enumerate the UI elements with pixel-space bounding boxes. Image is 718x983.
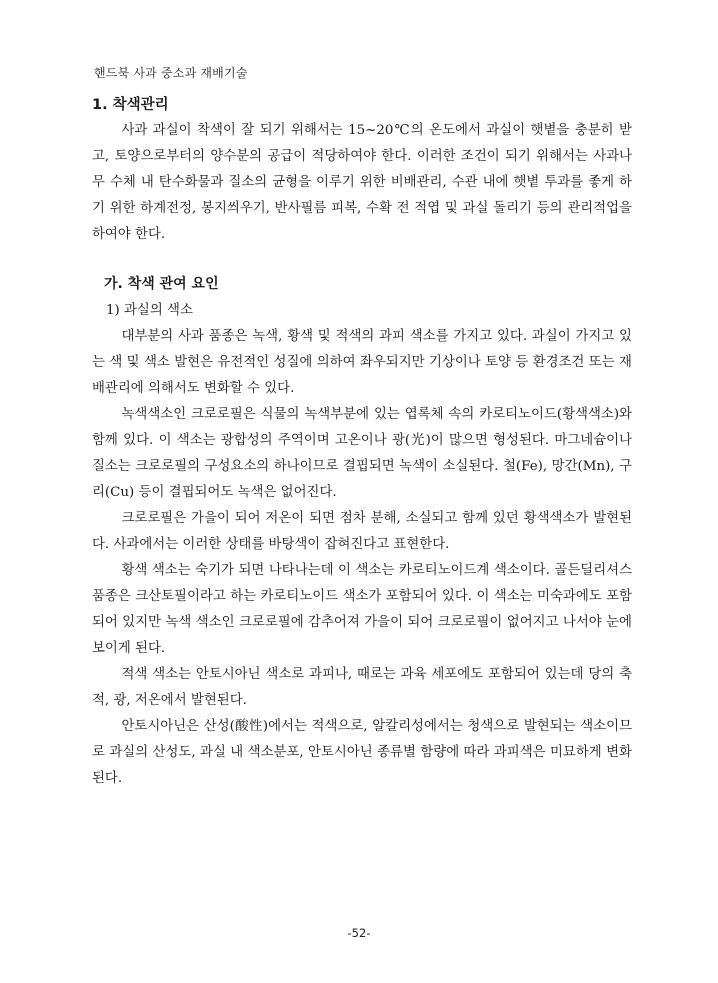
body-paragraph-2: 녹색색소인 크로로필은 식물의 녹색부분에 있는 엽록체 속의 카로티노이드(황색색소)와 함께 있다. 이 색소는 광합성의 주역이며 고온이나 광(光)이 많으면 형성된다. 마그네슘이나 질소는 크로로필의 구성요소의 하나이므로 결핍되면 녹색이 소실된다. 철(Fe), 망간(Mn), 구리(Cu) 등이 결핍되어도 녹색은 없어진다. <box>92 407 632 500</box>
section-title: 1. 착색관리 <box>92 97 169 113</box>
body-paragraph-1: 대부분의 사과 품종은 녹색, 황색 및 적색의 과피 색소를 가지고 있다. 과실이 가지고 있는 색 및 색소 발현은 유전적인 성질에 의하여 좌우되지만 기상이나 토양 등 환경조건 또는 재배관리에 의해서도 변화할 수 있다. <box>92 329 632 396</box>
running-header: 핸드북 사과 중소과 재배기술 <box>94 66 248 80</box>
section-intro-paragraph: 사과 과실이 착색이 잘 되기 위해서는 15~20℃의 온도에서 과실이 햇볕을 충분히 받고, 토양으로부터의 양수분의 공급이 적당하여야 한다. 이러한 조건이 되기 위해서는 사과나무 수체 내 탄수화물과 질소의 균형을 이루기 위한 비배관리, 수관 내에 햇볕 투과를 좋게 하기 위한 하계전정, 봉지씌우기, 반사필름 피복, 수확 전 적엽 및 과실 돌리기 등의 관리적업을 하여야 한다. <box>92 123 632 242</box>
page-number: -52- <box>347 926 371 940</box>
page-content <box>92 92 632 792</box>
subsection-title: 가. 착색 관여 요인 <box>104 276 219 292</box>
body-paragraph-5: 적색 색소는 안토시아닌 색소로 과피나, 때로는 과육 세포에도 포함되어 있는데 당의 축적, 광, 저온에서 발현된다. <box>92 667 632 708</box>
body-paragraph-6: 안토시아닌은 산성(酸性)에서는 적색으로, 알칼리성에서는 청색으로 발현되는 색소이므로 과실의 산성도, 과실 내 색소분포, 안토시아닌 종류별 함량에 따라 과피색은 미묘하게 변화된다. <box>92 719 632 786</box>
item-title: 1) 과실의 색소 <box>106 303 193 318</box>
body-paragraph-4: 황색 색소는 숙기가 되면 나타나는데 이 색소는 카로티노이드계 색소이다. 골든딜리셔스 품종은 크산토필이라고 하는 카로티노이드 색소가 포함되어 있다. 이 색소는 미숙과에도 포함되어 있지만 녹색 색소인 크로로필에 감추어져 가을이 되어 크로로필이 없어지고 나서야 눈에 보이게 된다. <box>92 563 632 656</box>
body-paragraph-3: 크로로필은 가을이 되어 저온이 되면 점차 분해, 소실되고 함께 있던 황색색소가 발현된다. 사과에서는 이러한 상태를 바탕색이 잡혀진다고 표현한다. <box>92 511 632 552</box>
